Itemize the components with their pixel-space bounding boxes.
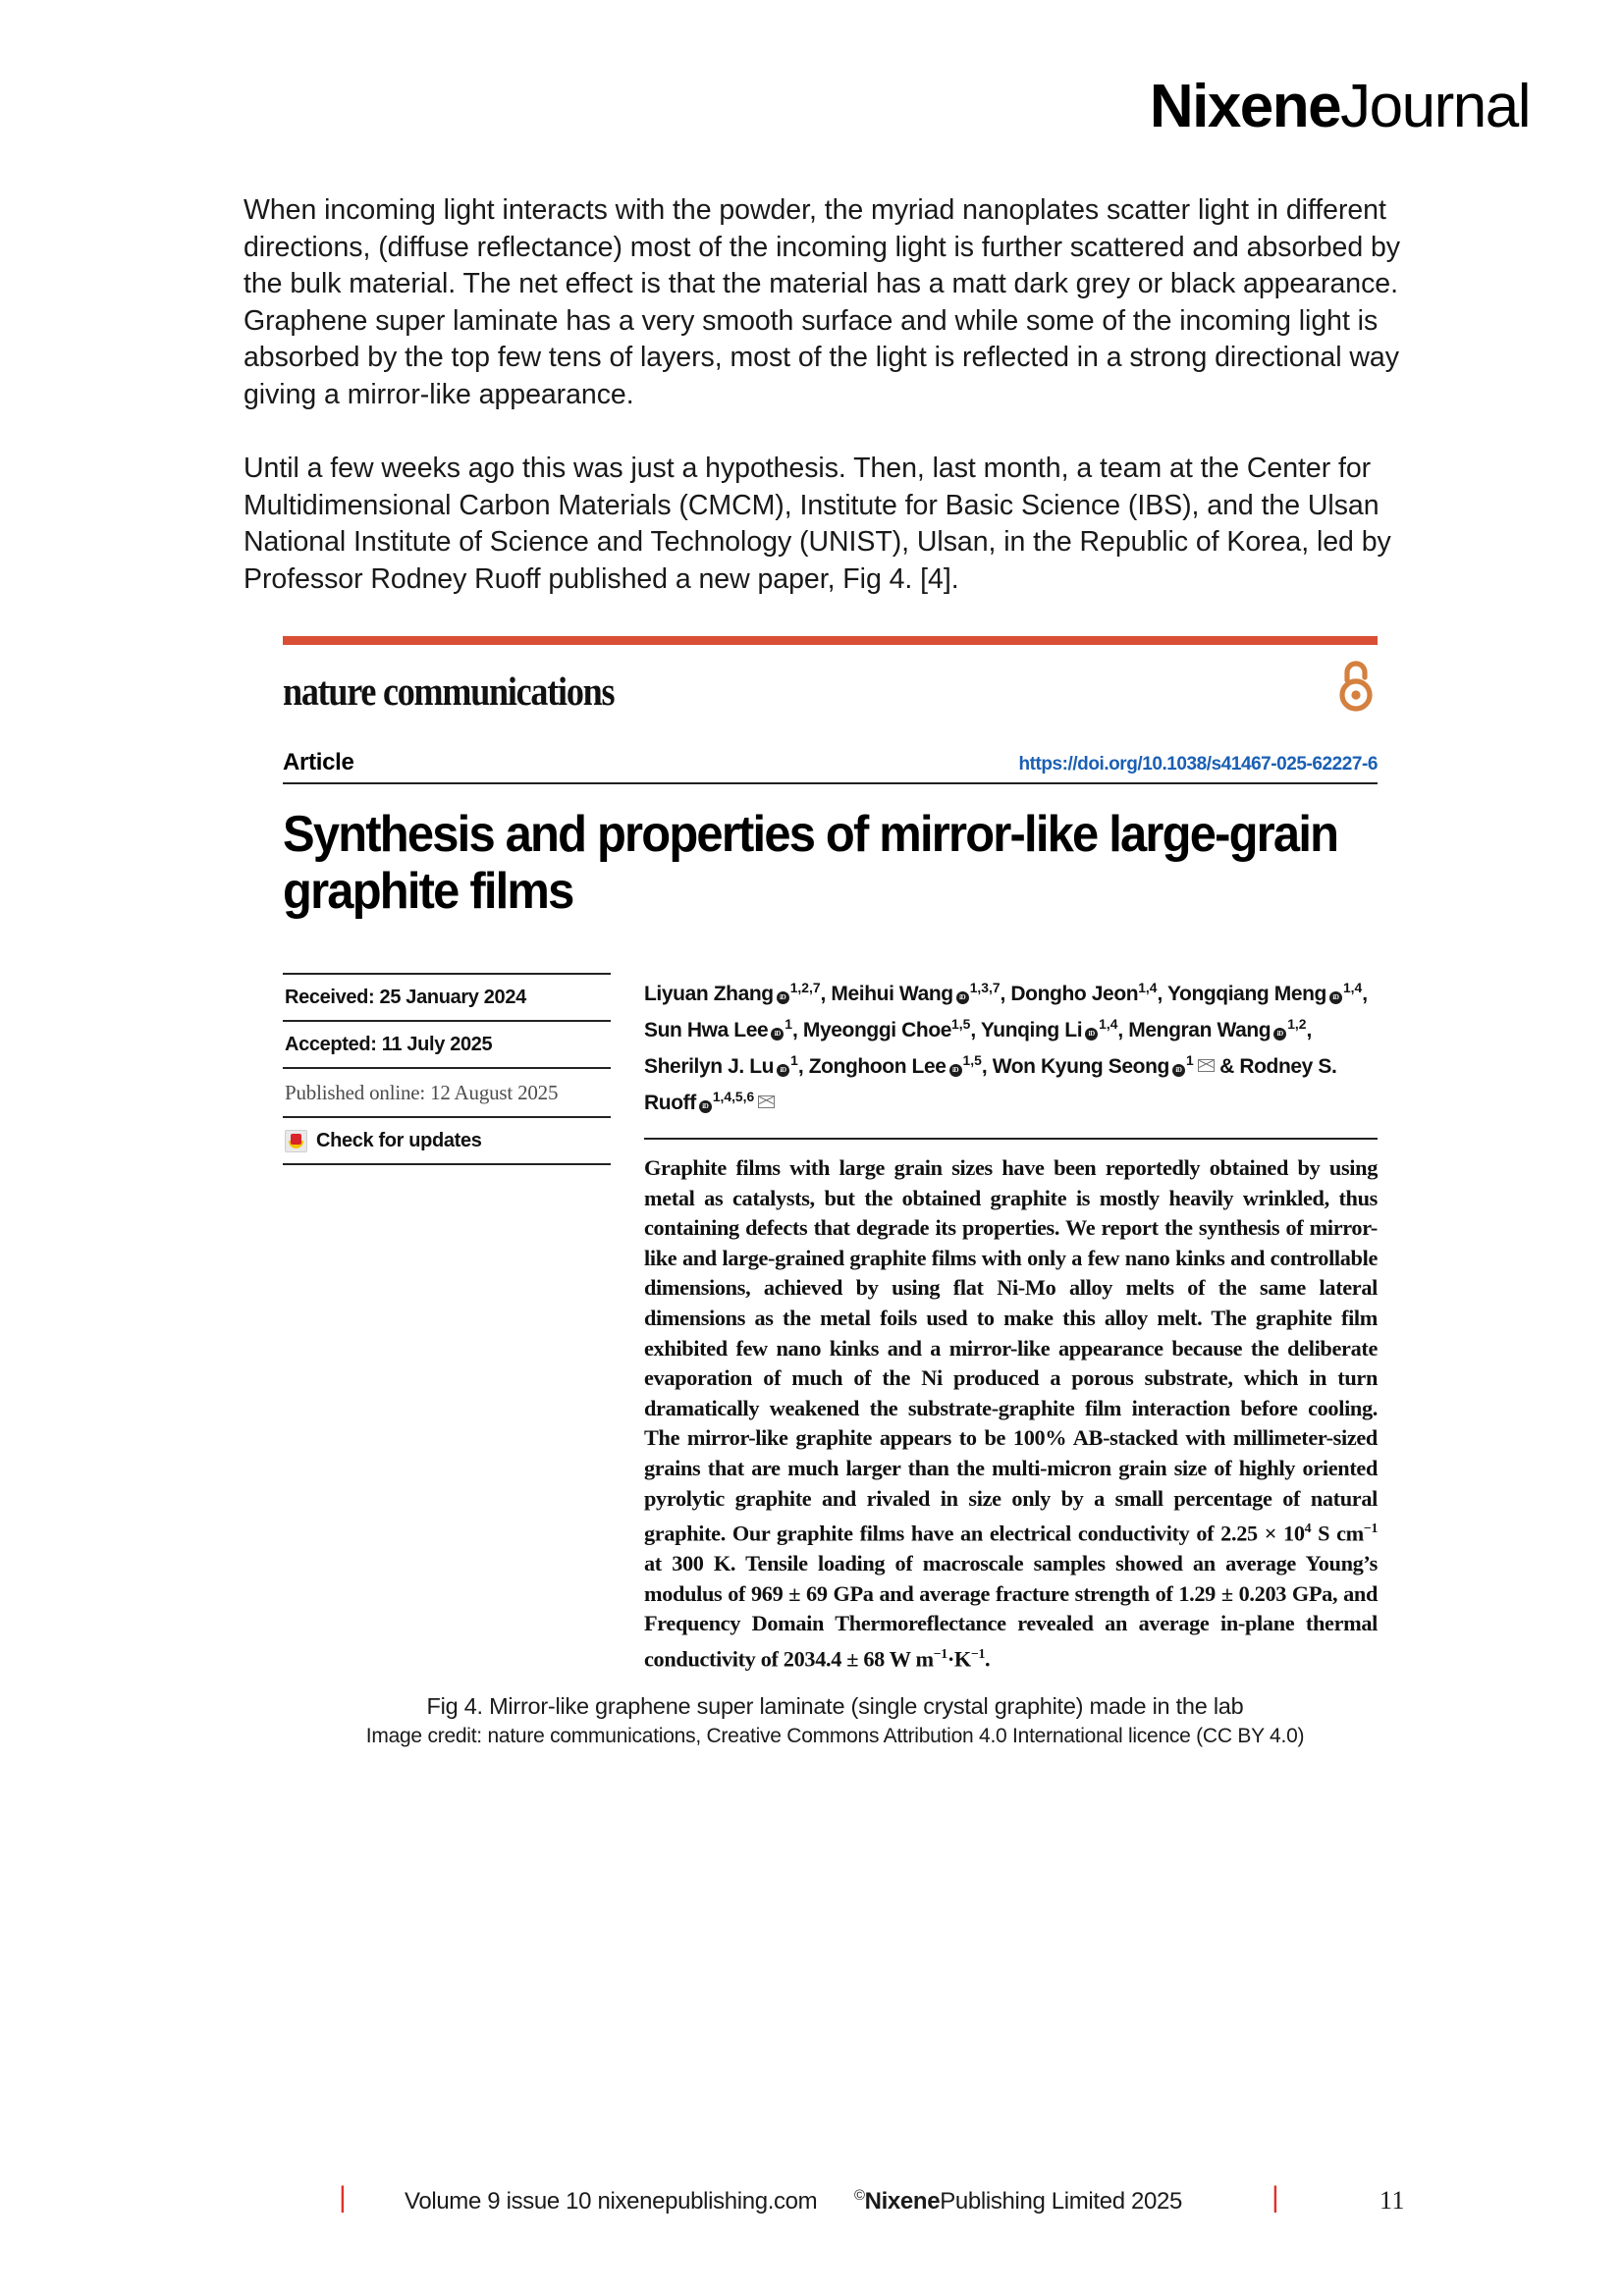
journal-masthead xyxy=(1149,73,1530,140)
author-affiliation: 1 xyxy=(1185,1052,1194,1068)
author-affiliation: 1,4 xyxy=(1342,980,1363,995)
orcid-icon[interactable]: iD xyxy=(949,1064,962,1077)
abstract-superscript: −1 xyxy=(1363,1521,1378,1536)
figure-image-credit: Image credit: nature communications, Creative Commons Attribution 4.0 International licence (CC BY 4.0) xyxy=(365,1725,1305,1747)
author-name: Rodney S. Ruoff xyxy=(644,1055,1337,1114)
orcid-icon[interactable]: iD xyxy=(1085,1028,1098,1041)
abstract-superscript: 4 xyxy=(1304,1521,1312,1536)
journal-masthead-row xyxy=(283,659,1378,723)
paper-kicker-row xyxy=(283,749,1378,784)
author-name: Won Kyung Seong xyxy=(992,1055,1169,1078)
orcid-icon[interactable]: iD xyxy=(1329,991,1342,1004)
author-name: Liyuan Zhang xyxy=(644,983,774,1005)
body-paragraph-1: When incoming light interacts with the powder, the myriad nanoplates scatter light in different directions, (diffuse reflectance) most of the incoming light is further scattered and absorbed by the bulk material. The net effect is that the material has a matt dark grey or black appearance. Graphene super laminate has a very smooth surface and while some of the incoming light is absorbed by the top few tens of layers, most of the light is reflected in a strong directional way giving a mirror-like appearance. xyxy=(243,194,1400,410)
crossmark-icon xyxy=(285,1130,307,1152)
abstract-superscript: −1 xyxy=(933,1645,947,1661)
orcid-icon[interactable]: iD xyxy=(777,991,789,1004)
figure-caption-block xyxy=(243,1690,1427,1751)
meta-published-online: Published online: 12 August 2025 xyxy=(283,1067,611,1116)
email-icon[interactable] xyxy=(758,1095,775,1108)
meta-received: Received: 25 January 2024 xyxy=(283,973,611,1020)
orcid-icon[interactable]: iD xyxy=(777,1064,789,1077)
paper-columns xyxy=(283,973,1378,1675)
author-affiliation: 1,3,7 xyxy=(969,980,1001,995)
author-name: Yongqiang Meng xyxy=(1166,983,1326,1005)
author-affiliation: 1,5 xyxy=(962,1052,982,1068)
author-affiliation: 1,2 xyxy=(1287,1016,1307,1032)
author-name: Mengran Wang xyxy=(1128,1019,1271,1041)
author-affiliation: 1,4 xyxy=(1099,1016,1118,1032)
paper-title: Synthesis and properties of mirror-like large-grain graphite films xyxy=(283,806,1338,920)
author-name: Zonghoon Lee xyxy=(808,1055,947,1078)
page-footer xyxy=(0,2181,1623,2220)
footer-separator-right: | xyxy=(1271,2181,1279,2214)
paper-meta-column xyxy=(283,973,638,1675)
footer-copyright-rest: Publishing Limited 2025 xyxy=(940,2188,1183,2215)
footer-page-number: 11 xyxy=(1380,2186,1406,2215)
paper-doi-link[interactable]: https://doi.org/10.1038/s41467-025-62227-6 xyxy=(1018,754,1378,774)
paper-abstract: Graphite films with large grain sizes have been reportedly obtained by using metal as catalysts, but the obtained graphite is mostly heavily wrinkled, thus containing defects that degrade its properties. We report the synthesis of mirror-like and large-grained graphite films with only a few nano kinks and controllable dimensions, achieved by using flat Ni-Mo alloy melts of the same lateral dimensions as the metal foils used to make this alloy melt. The graphite film exhibited few nano kinks and a mirror-like appearance because the deliberate evaporation of much of the Ni produced a porous substrate, which in turn dramatically weakened the substrate-graphite film interaction before cooling. The mirror-like graphite appears to be 100% AB-stacked with millimeter-sized grains that are much larger than the multi-micron grain size of highly oriented pyrolytic graphite and rivaled in size only by a small percentage of natural graphite. Our graphite films have an electrical conductivity of $2.25 \times 10^4$ S $cm^{-1}$ at 300 K. Tensile loading of macroscale samples showed an average Young’s modulus of 969 ± 69 GPa and average fracture strength of 1.29 ± 0.203 GPa, and Frequency Domain Thermoreflectance revealed an average in-plane thermal conductivity of 2034.4 ± 68 W $m^{-1}\cdot K^{-1}$. xyxy=(644,1138,1378,1675)
author-affiliation: 1,2,7 xyxy=(789,980,821,995)
figure-caption-text: Fig 4. Mirror-like graphene super laminate (single crystal graphite) made in the lab xyxy=(426,1693,1244,1719)
author-name: Myeonggi Choe xyxy=(802,1019,952,1041)
author-affiliation: 1,4 xyxy=(1138,980,1158,995)
open-access-icon xyxy=(1334,659,1378,712)
author-affiliation: 1,5 xyxy=(951,1016,971,1032)
journal-top-rule xyxy=(283,636,1378,645)
footer-copyright-symbol: © xyxy=(854,2188,865,2204)
abstract-superscript: −1 xyxy=(970,1645,986,1661)
author-name: Dongho Jeon xyxy=(1010,983,1139,1005)
embedded-paper-figure xyxy=(283,636,1378,1675)
article-body xyxy=(243,192,1427,599)
meta-accepted: Accepted: 11 July 2025 xyxy=(283,1020,611,1067)
check-for-updates-label: Check for updates xyxy=(316,1130,482,1151)
author-name: Sherilyn J. Lu xyxy=(644,1055,775,1078)
orcid-icon[interactable]: iD xyxy=(771,1028,784,1041)
orcid-icon[interactable]: iD xyxy=(1172,1064,1185,1077)
footer-separator-left: | xyxy=(339,2181,347,2214)
body-paragraph-2: Until a few weeks ago this was just a hypothesis. Then, last month, a team at the Center for Multidimensional Carbon Materials (CMCM), Institute for Basic Science (IBS), and the Ulsan National Institute of Science and Technology (UNIST), Ulsan, in the Republic of Korea, led by Professor Rodney Ruoff published a new paper, Fig 4. [4]. xyxy=(243,453,1391,595)
footer-copyright xyxy=(854,2188,1182,2216)
author-name: Sun Hwa Lee xyxy=(644,1019,769,1041)
paper-kicker: Article xyxy=(283,749,354,775)
author-name: Yunqing Li xyxy=(980,1019,1083,1041)
author-affiliation: 1 xyxy=(784,1016,793,1032)
author-name: Meihui Wang xyxy=(831,983,953,1005)
footer-volume-info: Volume 9 issue 10 nixenepublishing.com xyxy=(405,2188,818,2215)
author-affiliation: 1,4,5,6 xyxy=(712,1089,755,1104)
check-for-updates-row[interactable] xyxy=(283,1116,611,1165)
author-affiliation: 1 xyxy=(790,1052,798,1068)
orcid-icon[interactable]: iD xyxy=(699,1100,712,1113)
orcid-icon[interactable]: iD xyxy=(956,991,969,1004)
masthead-brand-bold: Nixene xyxy=(1149,73,1341,140)
orcid-icon[interactable]: iD xyxy=(1273,1028,1286,1041)
footer-copyright-brand: Nixene xyxy=(864,2188,941,2215)
author-list: Liyuan Zhang iD$^{1,2,7}$, Meihui Wang iD$^{1,3,7}$, Dongho Jeon$^{1,4}$, Yongqiang Meng iD$^{1,4}$, Sun Hwa Lee $iD^1$, Myeonggi Choe$^{1,5}$, Yunqing Li iD$^{1,4}$, Mengran Wang iD$^{1,2}$, Sherilyn J. Lu $iD^1$, Zonghoon Lee iD$^{1,5}$, Won Kyung Seong $iD^1$ & Rodney S. Ruoff iD$^{1,4,5,6}$ xyxy=(644,980,1368,1114)
masthead-brand-light: Journal xyxy=(1340,73,1530,140)
paper-content-column xyxy=(638,973,1378,1675)
email-icon[interactable] xyxy=(1198,1059,1215,1072)
nature-communications-logo: nature communications xyxy=(283,668,615,714)
